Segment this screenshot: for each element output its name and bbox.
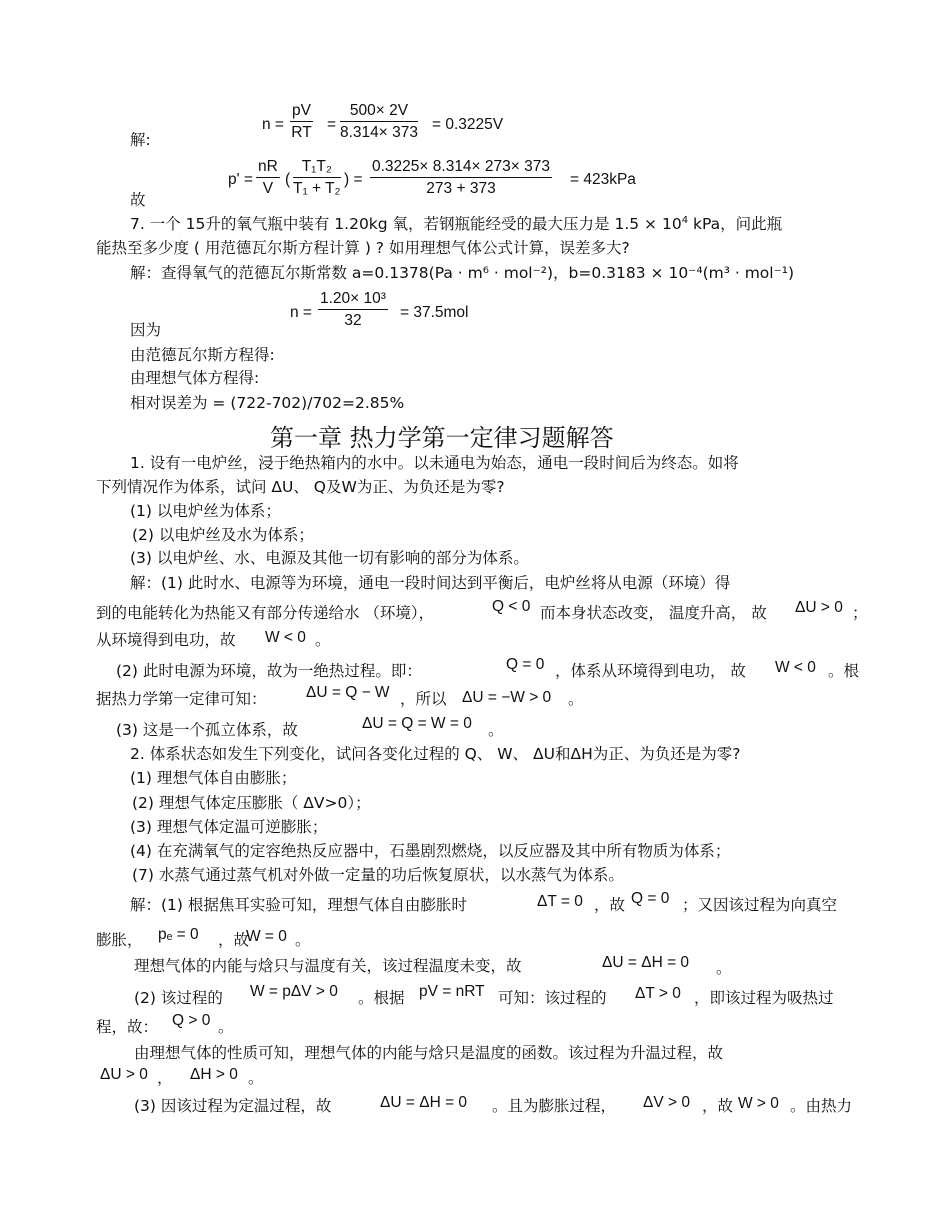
fraction-denominator: RT [291,124,312,141]
equation-result: = 423kPa [570,171,636,188]
problem-2-answer-line: ；又因该过程为向真空 [682,896,838,914]
math-inline: W = pΔV > 0 [250,983,338,1000]
fraction-numerator: nR [256,158,280,178]
math-inline: Q > 0 [172,1012,211,1029]
fraction-values [370,158,552,198]
math-inline: pₑ = 0 [158,926,199,943]
problem-2-option-4: (4) 在充满氧气的定容绝热反应器中，石墨剧烈燃烧，以反应器及其中所有物质为体系； [130,842,731,860]
problem-1-answer-line: 据热力学第一定律可知： [96,690,267,708]
problem-1-option-1: (1) 以电炉丝为体系； [130,502,281,520]
math-inline: ΔU = −W > 0 [462,689,552,706]
fraction-numerator: pV [290,102,313,122]
math-inline: W < 0 [775,659,816,676]
fraction-denominator: 32 [344,312,362,329]
equation-lhs: p' = [228,171,253,188]
problem-1-answer-line: 。根 [828,662,860,680]
problem-text: 7. 一个 15升的氧气瓶中装有 1.20kg 氧，若钢瓶能经受的最大压力是 1.5 × 10 [130,215,682,234]
problem-7-solution-line: 解：查得氧气的范德瓦尔斯常数 a=0.1378(Pa · m⁶ · mol⁻²)，b=0.3183 × 10⁻⁴(m³ · mol⁻¹) [130,264,795,282]
answer-label: 解: [130,131,151,149]
problem-2-answer-line: ，故 [702,1097,734,1115]
math-inline: W > 0 [738,1095,779,1112]
punctuation: 。 [315,631,331,649]
math-inline: Q < 0 [492,598,531,615]
problem-1-answer-line: 而本身状态改变， 温度升高， 故 [540,604,767,622]
problem-2-answer-line: 可知：该过程的 [498,989,607,1007]
problem-2-answer-line: ，即该过程为吸热过 [694,989,834,1007]
problem-2-answer-line: ，故 [218,931,250,949]
punctuation: 。 [568,690,584,708]
open-paren: ( [285,171,291,188]
problem-2-option-7: (7) 水蒸气通过蒸气机对外做一定量的功后恢复原状，以水蒸气为体系。 [132,866,624,884]
problem-1-answer-line: 从环境得到电功，故 [96,631,236,649]
equals-sign: = [327,116,337,133]
math-inline: W = 0 [246,928,287,945]
problem-2-option-2: (2) 理想气体定压膨胀（ ΔV>0）； [132,794,371,812]
math-inline: ΔU = Q − W [306,684,390,701]
punctuation: ， [157,1069,173,1087]
equation-result: = 37.5mol [400,304,469,321]
fraction-temperatures [293,158,341,198]
math-inline: ΔV > 0 [643,1094,690,1111]
math-inline: ΔU > 0 [100,1066,148,1083]
math-inline: ΔT = 0 [537,893,583,910]
problem-1-answer-line: 到的电能转化为热能又有部分传递给水 （环境）， [96,604,435,622]
fraction-numerator: 0.3225× 8.314× 273× 373 [370,158,552,178]
fraction-moles [318,290,388,330]
problem-1-answer-line: ，体系从环境得到电功， 故 [555,662,746,680]
problem-2-option-1: (1) 理想气体自由膨胀； [130,769,297,787]
fraction-values [340,102,418,142]
math-inline: Q = 0 [506,656,545,673]
problem-text: kPa，问此瓶 [688,215,783,234]
problem-2-line-1: 2. 体系状态如发生下列变化，试问各变化过程的 Q、 W、 ΔU和ΔH为正、为负还是为零? [130,745,741,763]
math-inline: ΔU = Q = W = 0 [362,715,472,732]
math-inline: Q = 0 [631,890,670,907]
math-inline: pV = nRT [419,983,485,1000]
problem-2-answer-line: 。根据 [358,989,405,1007]
fraction-numerator: 1.20× 10³ [318,290,388,310]
fraction-numerator: T₁T₂ [293,158,341,178]
problem-2-answer-line: 。由热力 [790,1097,853,1115]
close-paren-equals: ) = [344,171,363,188]
problem-2-answer-line: 由理想气体的性质可知，理想气体的内能与焓只是温度的函数。该过程为升温过程，故 [134,1044,724,1062]
problem-7-line-1 [130,215,782,234]
punctuation: 。 [716,959,732,977]
problem-1-answer-line: (3) 这是一个孤立体系，故 [116,721,298,739]
problem-2-answer-line: 膨胀， [96,931,143,949]
chapter-title: 第一章 热力学第一定律习题解答 [270,424,614,452]
problem-1-line-1: 1. 设有一电炉丝，浸于绝热箱内的水中。以未通电为始态，通电一段时间后为终态。如将 [130,454,739,472]
math-inline: W < 0 [265,629,306,646]
fraction-denominator: 8.314× 373 [340,124,419,141]
problem-2-answer-line: 解：(1) 根据焦耳实验可知，理想气体自由膨胀时 [130,896,467,914]
ideal-gas-label: 由理想气体方程得: [130,369,260,387]
problem-1-answer-line: ，所以 [400,690,447,708]
problem-2-answer-line: 。且为膨胀过程， [492,1097,617,1115]
equation-lhs: n = [262,116,284,133]
equation-result: = 0.3225V [432,116,504,133]
fraction-numerator: 500× 2V [340,102,418,122]
problem-7-line-2: 能热至多少度 ( 用范德瓦尔斯方程计算 ) ? 如用理想气体公式计算，误差多大? [96,239,630,257]
problem-2-answer-line: ，故 [594,896,626,914]
math-inline: ΔT > 0 [635,985,681,1002]
because-label: 因为 [130,321,162,339]
problem-1-answer-1: 解：(1) 此时水、电源等为环境，通电一段时间达到平衡后，电炉丝将从电源（环境）得 [130,574,731,592]
problem-2-answer-line: 程，故： [96,1018,159,1036]
superscript: 4 [681,215,689,226]
punctuation: ； [852,604,868,622]
math-inline: ΔU = ΔH = 0 [380,1094,468,1111]
problem-2-answer-line: 理想气体的内能与焓只与温度有关，该过程温度未变，故 [134,957,522,975]
relative-error-line: 相对误差为 = (722-702)/702=2.85% [130,394,405,412]
equation-lhs: n = [290,304,312,321]
fraction-denominator: T₁ + T₂ [293,180,341,197]
vdw-equation-label: 由范德瓦尔斯方程得: [130,346,275,364]
problem-1-option-3: (3) 以电炉丝、水、电源及其他一切有影响的部分为体系。 [130,549,529,567]
punctuation: 。 [295,931,311,949]
problem-1-option-2: (2) 以电炉丝及水为体系； [132,526,314,544]
punctuation: 。 [248,1069,264,1087]
math-inline: ΔU = ΔH = 0 [602,954,690,971]
fraction-pv-rt [290,102,313,142]
punctuation: 。 [488,721,504,739]
math-inline: ΔU > 0 [795,599,843,616]
fraction-denominator: V [262,180,274,197]
problem-2-option-3: (3) 理想气体定温可逆膨胀； [130,818,328,836]
problem-1-answer-line: (2) 此时电源为环境，故为一绝热过程。即： [116,662,422,680]
therefore-label: 故 [130,191,146,209]
fraction-denominator: 273 + 373 [426,180,496,197]
punctuation: 。 [218,1018,234,1036]
problem-1-line-2: 下列情况作为体系，试问 ΔU、 Q及W为正、为负还是为零? [96,478,505,496]
problem-2-answer-line: (3) 因该过程为定温过程，故 [134,1097,332,1115]
fraction-nr-v [256,158,280,198]
problem-2-answer-line: (2) 该过程的 [134,989,223,1007]
math-inline: ΔH > 0 [190,1066,238,1083]
